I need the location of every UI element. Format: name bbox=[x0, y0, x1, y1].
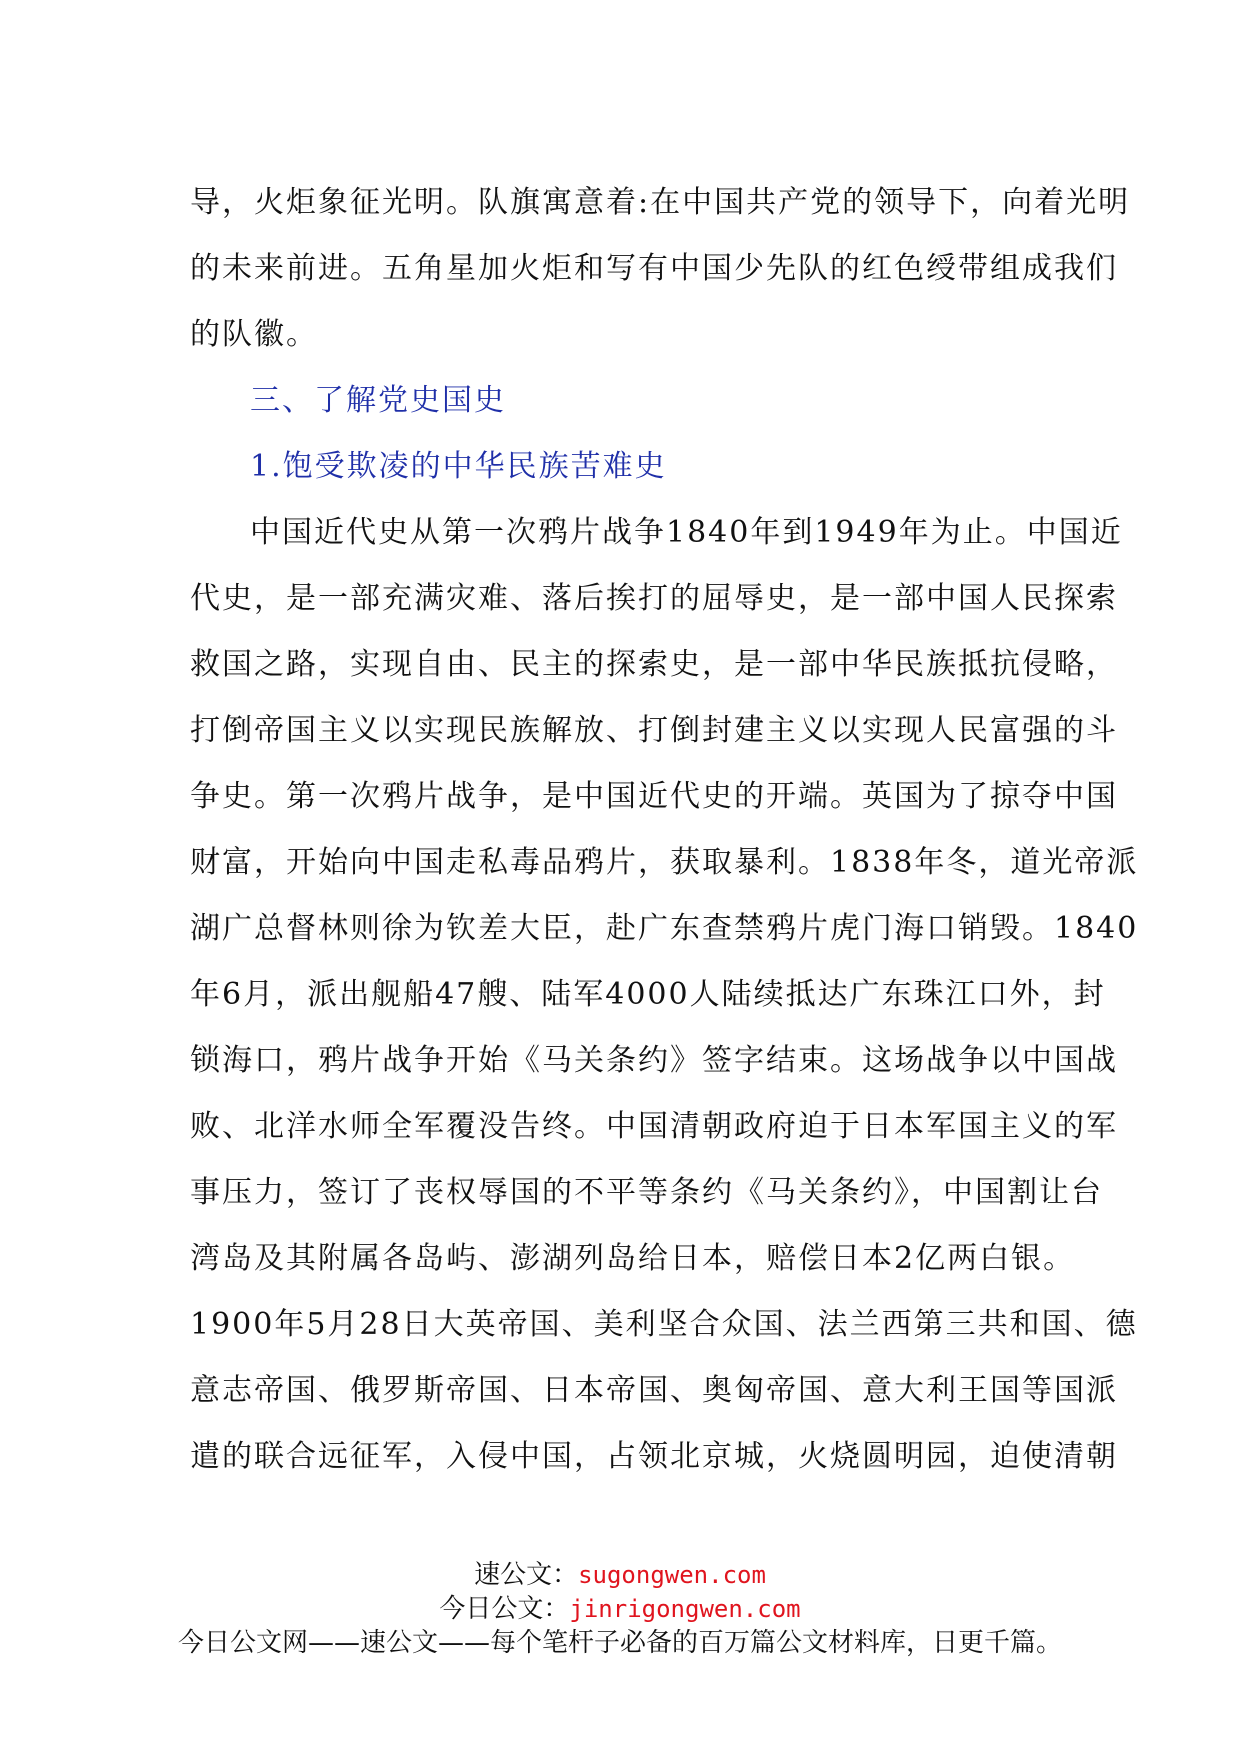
body-line: 的队徽。 bbox=[190, 317, 318, 352]
footer-line-jinrigongwen bbox=[0, 1592, 1240, 1626]
footer-slogan: 今日公文网——速公文——每个笔杆子必备的百万篇公文材料库，日更千篇。 bbox=[177, 1628, 1062, 1658]
body-line: 的未来前进。五角星加火炬和写有中国少先队的红色绶带组成我们 bbox=[190, 251, 1118, 286]
document-body bbox=[190, 170, 1139, 1490]
section-heading: 三、了解党史国史 bbox=[250, 383, 506, 418]
paragraph-first-line: 中国近代史从第一次鸦片战争1840年到1949年为止。中国近 bbox=[250, 515, 1123, 550]
footer-label: 速公文： bbox=[474, 1560, 579, 1590]
body-line: 湖广总督林则徐为钦差大臣，赴广东查禁鸦片虎门海口销毁。1840 bbox=[190, 911, 1139, 946]
body-line: 导，火炬象征光明。队旗寓意着:在中国共产党的领导下，向着光明 bbox=[190, 185, 1131, 220]
body-line: 代史，是一部充满灾难、落后挨打的屈辱史，是一部中国人民探索 bbox=[190, 581, 1118, 616]
body-line: 锁海口，鸦片战争开始《马关条约》签字结束。这场战争以中国战 bbox=[190, 1043, 1118, 1078]
sugongwen-link[interactable]: sugongwen.com bbox=[578, 1561, 766, 1589]
body-line: 意志帝国、俄罗斯帝国、日本帝国、奥匈帝国、意大利王国等国派 bbox=[190, 1373, 1118, 1408]
body-line: 年6月，派出舰船47艘、陆军4000人陆续抵达广东珠江口外，封 bbox=[190, 977, 1106, 1012]
body-line: 打倒帝国主义以实现民族解放、打倒封建主义以实现人民富强的斗 bbox=[190, 713, 1118, 748]
body-line: 1900年5月28日大英帝国、美利坚合众国、法兰西第三共和国、德 bbox=[190, 1307, 1138, 1342]
jinrigongwen-link[interactable]: jinrigongwen.com bbox=[569, 1595, 801, 1623]
body-line: 争史。第一次鸦片战争，是中国近代史的开端。英国为了掠夺中国 bbox=[190, 779, 1118, 814]
footer-banner bbox=[0, 1558, 1240, 1660]
footer-line-sugongwen bbox=[0, 1558, 1240, 1592]
body-line: 败、北洋水师全军覆没告终。中国清朝政府迫于日本军国主义的军 bbox=[190, 1109, 1118, 1144]
footer-label: 今日公文： bbox=[439, 1594, 570, 1624]
body-line: 救国之路，实现自由、民主的探索史，是一部中华民族抵抗侵略， bbox=[190, 647, 1118, 682]
subsection-heading: 1.饱受欺凌的中华民族苦难史 bbox=[250, 449, 667, 484]
body-line: 事压力，签订了丧权辱国的不平等条约《马关条约》，中国割让台 bbox=[190, 1175, 1103, 1210]
body-line: 湾岛及其附属各岛屿、澎湖列岛给日本，赔偿日本2亿两白银。 bbox=[190, 1241, 1076, 1276]
body-line: 遣的联合远征军，入侵中国，占领北京城，火烧圆明园，迫使清朝 bbox=[190, 1439, 1118, 1474]
body-line: 财富，开始向中国走私毒品鸦片，获取暴利。1838年冬，道光帝派 bbox=[190, 845, 1139, 880]
